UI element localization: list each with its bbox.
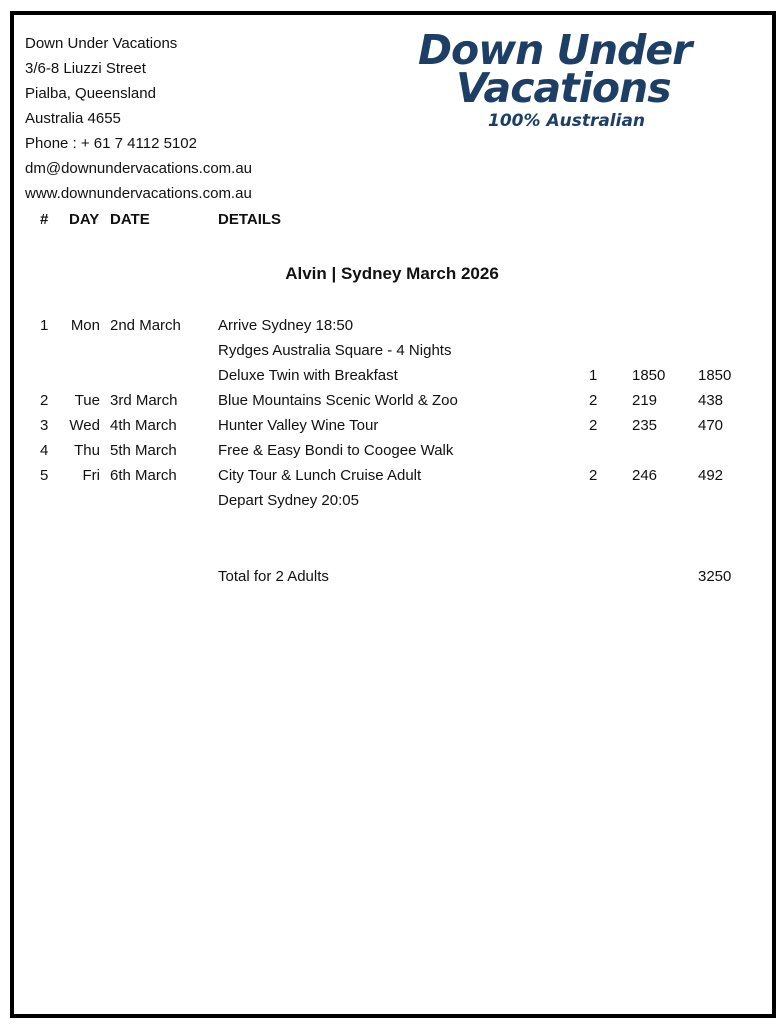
row-details: Free & Easy Bondi to Coogee Walk	[218, 442, 454, 459]
row-day: Thu	[74, 442, 100, 459]
table-row	[0, 338, 784, 363]
row-details: Blue Mountains Scenic World & Zoo	[218, 392, 458, 409]
table-row	[0, 363, 784, 388]
row-qty: 2	[589, 467, 598, 484]
row-total: 438	[698, 392, 724, 409]
summary-total: 3250	[698, 568, 732, 585]
company-country: Australia 4655	[25, 110, 121, 127]
row-details: Rydges Australia Square - 4 Nights	[218, 342, 452, 359]
itinerary-title: Alvin | Sydney March 2026	[285, 264, 499, 283]
row-date: 3rd March	[110, 392, 178, 409]
header-details: DETAILS	[218, 211, 282, 228]
row-details: Hunter Valley Wine Tour	[218, 417, 379, 434]
row-details: City Tour & Lunch Cruise Adult	[218, 467, 422, 484]
row-total: 470	[698, 417, 724, 434]
row-day: Wed	[69, 417, 100, 434]
row-num: 4	[40, 442, 49, 459]
summary-row	[0, 564, 784, 589]
company-street: 3/6-8 Liuzzi Street	[25, 60, 146, 77]
company-website[interactable]: www.downundervacations.com.au	[25, 185, 252, 202]
header-num: #	[40, 211, 49, 228]
company-name: Down Under Vacations	[25, 35, 178, 52]
table-row	[0, 438, 784, 463]
row-num: 1	[40, 317, 49, 334]
row-day: Mon	[70, 317, 100, 334]
logo-line-2: Vacations	[456, 64, 671, 112]
row-date: 6th March	[110, 467, 177, 484]
table-row	[0, 463, 784, 488]
row-num: 3	[40, 417, 49, 434]
row-qty: 2	[589, 417, 598, 434]
table-row	[0, 388, 784, 413]
logo-line-1: Down Under	[418, 26, 692, 74]
company-logo	[418, 28, 728, 133]
company-email[interactable]: dm@downundervacations.com.au	[25, 160, 253, 177]
table-row	[0, 413, 784, 438]
row-details: Deluxe Twin with Breakfast	[218, 367, 398, 384]
row-qty: 2	[589, 392, 598, 409]
row-date: 4th March	[110, 417, 177, 434]
table-row	[0, 488, 784, 513]
row-qty: 1	[589, 367, 598, 384]
row-details: Depart Sydney 20:05	[218, 492, 359, 509]
row-num: 5	[40, 467, 49, 484]
row-total: 1850	[698, 367, 732, 384]
row-date: 5th March	[110, 442, 177, 459]
row-price: 1850	[632, 367, 666, 384]
logo-tagline: 100% Australian	[488, 111, 646, 131]
row-num: 2	[40, 392, 49, 409]
row-details: Arrive Sydney 18:50	[218, 317, 354, 334]
company-address	[25, 31, 252, 206]
company-city: Pialba, Queensland	[25, 85, 156, 102]
table-row	[0, 313, 784, 338]
row-total: 492	[698, 467, 724, 484]
row-price: 246	[632, 467, 658, 484]
row-date: 2nd March	[110, 317, 181, 334]
row-price: 235	[632, 417, 658, 434]
company-phone: Phone : + 61 7 4112 5102	[25, 135, 197, 152]
header-date: DATE	[110, 211, 150, 228]
row-day: Fri	[82, 467, 100, 484]
row-day: Tue	[74, 392, 100, 409]
row-price: 219	[632, 392, 658, 409]
header-day: DAY	[69, 211, 100, 228]
summary-label: Total for 2 Adults	[218, 568, 329, 585]
